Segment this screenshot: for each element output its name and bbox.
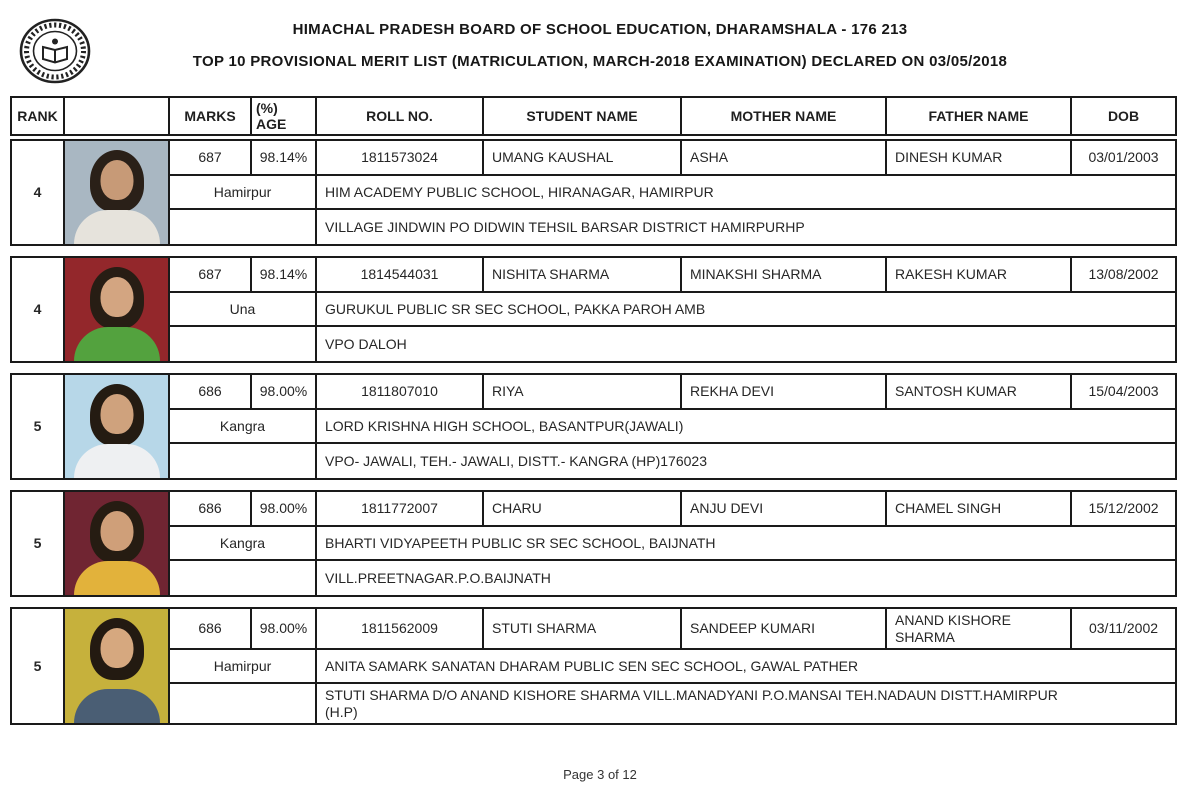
merit-table — [10, 96, 1177, 725]
student-photo — [65, 375, 170, 478]
avatar-face — [100, 160, 133, 200]
student-name-cell: UMANG KAUSHAL — [484, 141, 682, 176]
father-name-cell: SANTOSH KUMAR — [887, 375, 1072, 410]
address-cell: VILLAGE JINDWIN PO DIDWIN TEHSIL BARSAR DISTRICT HAMIRPURHP — [325, 218, 805, 235]
father-name-cell: ANAND KISHORE SHARMA — [887, 609, 1072, 650]
address-cell: VILL.PREETNAGAR.P.O.BAIJNATH — [325, 569, 551, 586]
rank-cell: 5 — [12, 375, 65, 478]
school-cell: HIM ACADEMY PUBLIC SCHOOL, HIRANAGAR, HAMIRPUR — [317, 176, 1175, 210]
rank-cell: 5 — [12, 609, 65, 723]
page-number: Page 3 of 12 — [563, 767, 637, 783]
student-name-cell: CHARU — [484, 492, 682, 527]
district-cell: Una — [170, 293, 317, 327]
blank-cell — [170, 684, 317, 723]
blank-cell — [170, 561, 317, 595]
board-title: HIMACHAL PRADESH BOARD OF SCHOOL EDUCATION, DHARAMSHALA - 176 213 — [292, 21, 908, 38]
table-row — [10, 373, 1177, 480]
student-photo — [65, 492, 170, 595]
col-header-photo — [65, 98, 170, 134]
document-titles — [0, 22, 1200, 86]
col-header-marks: MARKS — [170, 98, 252, 134]
district-cell: Hamirpur — [170, 176, 317, 210]
student-name-cell: RIYA — [484, 375, 682, 410]
student-name-cell: NISHITA SHARMA — [484, 258, 682, 293]
roll-no-cell: 1811573024 — [317, 141, 484, 176]
father-name-cell: DINESH KUMAR — [887, 141, 1072, 176]
rank-cell: 5 — [12, 492, 65, 595]
percentage-cell: 98.00% — [252, 609, 317, 650]
father-name-cell: CHAMEL SINGH — [887, 492, 1072, 527]
col-header-mother-name: MOTHER NAME — [682, 98, 887, 134]
col-header-percentage: (%) AGE — [252, 98, 317, 134]
student-photo — [65, 609, 170, 723]
roll-no-cell: 1811772007 — [317, 492, 484, 527]
roll-no-cell: 1814544031 — [317, 258, 484, 293]
blank-cell — [170, 327, 317, 361]
dob-cell: 03/11/2002 — [1072, 609, 1175, 650]
roll-no-cell: 1811807010 — [317, 375, 484, 410]
blank-cell — [170, 210, 317, 244]
school-cell: LORD KRISHNA HIGH SCHOOL, BASANTPUR(JAWALI) — [317, 410, 1175, 444]
blank-cell — [170, 444, 317, 478]
roll-no-cell: 1811562009 — [317, 609, 484, 650]
col-header-father-name: FATHER NAME — [887, 98, 1072, 134]
rank-cell: 4 — [12, 258, 65, 361]
marks-cell: 686 — [170, 375, 252, 410]
percentage-cell: 98.00% — [252, 492, 317, 527]
student-photo — [65, 258, 170, 361]
percentage-cell: 98.00% — [252, 375, 317, 410]
marks-cell: 687 — [170, 141, 252, 176]
document-header — [0, 0, 1200, 96]
table-row — [10, 256, 1177, 363]
dob-cell: 15/12/2002 — [1072, 492, 1175, 527]
table-row — [10, 490, 1177, 597]
school-cell: ANITA SAMARK SANATAN DHARAM PUBLIC SEN SEC SCHOOL, GAWAL PATHER — [317, 650, 1175, 684]
father-name-cell: RAKESH KUMAR — [887, 258, 1072, 293]
student-photo — [65, 141, 170, 244]
avatar-body — [74, 561, 160, 595]
mother-name-cell: ANJU DEVI — [682, 492, 887, 527]
avatar-body — [74, 327, 160, 361]
district-cell: Kangra — [170, 527, 317, 561]
student-name-cell: STUTI SHARMA — [484, 609, 682, 650]
avatar-face — [100, 394, 133, 434]
district-cell: Kangra — [170, 410, 317, 444]
marks-cell: 686 — [170, 492, 252, 527]
col-header-rank: RANK — [12, 98, 65, 134]
percentage-cell: 98.14% — [252, 258, 317, 293]
mother-name-cell: MINAKSHI SHARMA — [682, 258, 887, 293]
district-cell: Hamirpur — [170, 650, 317, 684]
address-cell: VPO DALOH — [325, 335, 407, 352]
avatar-face — [100, 511, 133, 551]
marks-cell: 687 — [170, 258, 252, 293]
dob-cell: 13/08/2002 — [1072, 258, 1175, 293]
mother-name-cell: ASHA — [682, 141, 887, 176]
avatar-face — [100, 628, 133, 668]
address-cell: VPO- JAWALI, TEH.- JAWALI, DISTT.- KANGRA (HP)176023 — [325, 452, 707, 469]
dob-cell: 03/01/2003 — [1072, 141, 1175, 176]
table-header-row — [10, 96, 1177, 136]
address-cell: STUTI SHARMA D/O ANAND KISHORE SHARMA VILL.MANADYANI P.O.MANSAI TEH.NADAUN DISTT.HAMIRPUR (H.P) — [325, 687, 1058, 720]
table-row — [10, 139, 1177, 246]
mother-name-cell: SANDEEP KUMARI — [682, 609, 887, 650]
percentage-cell: 98.14% — [252, 141, 317, 176]
mother-name-cell: REKHA DEVI — [682, 375, 887, 410]
dob-cell: 15/04/2003 — [1072, 375, 1175, 410]
avatar-face — [100, 277, 133, 317]
col-header-student-name: STUDENT NAME — [484, 98, 682, 134]
col-header-roll-no: ROLL NO. — [317, 98, 484, 134]
marks-cell: 686 — [170, 609, 252, 650]
rank-cell: 4 — [12, 141, 65, 244]
avatar-body — [74, 689, 160, 723]
merit-list-title: TOP 10 PROVISIONAL MERIT LIST (MATRICULATION, MARCH-2018 EXAMINATION) DECLARED ON 03/05/2018 — [192, 53, 1008, 70]
avatar-body — [74, 210, 160, 244]
col-header-dob: DOB — [1107, 108, 1140, 124]
table-row — [10, 607, 1177, 725]
avatar-body — [74, 444, 160, 478]
school-cell: GURUKUL PUBLIC SR SEC SCHOOL, PAKKA PAROH AMB — [317, 293, 1175, 327]
school-cell: BHARTI VIDYAPEETH PUBLIC SR SEC SCHOOL, BAIJNATH — [317, 527, 1175, 561]
